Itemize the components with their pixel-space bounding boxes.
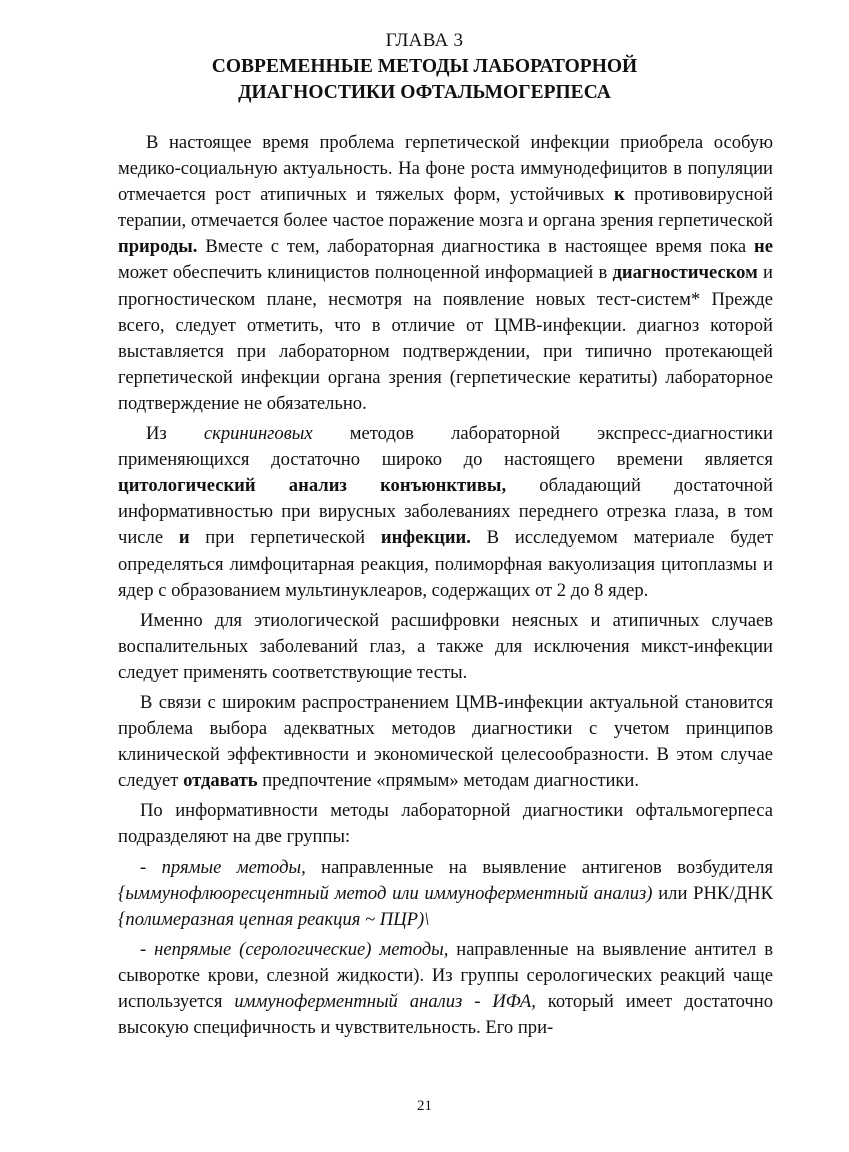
text-run: В настоящее время проблема герпетической инфекции приобрела особую медико-социальную актуальность. На фоне роста иммунодефицитов в популяции отмечается рост атипичных и тяжелых форм, устойчивых <box>118 132 773 206</box>
text-run: В связи с широким распространением ЦМВ-инфекции актуальной становится проблема выбора адекватных методов диагностики с учетом принципов клинической эффективности и экономической целесообразности. В этом случае следует <box>118 691 773 792</box>
bold-run: диагностическом <box>612 262 758 284</box>
text-run: направленные на выявление антител в сыворотке крови, слезной жидкости). Из группы серологических реакций чаще используется <box>118 938 774 1012</box>
text-run: который имеет достаточно высокую специфичность и чувствительность. Его при- <box>118 991 773 1039</box>
text-run: В исследуемом материале будет определяться лимфоцитарная реакция, полиморфная вакуолизация цитоплазмы и ядер с образованием мультинуклеаров, содержащих от 2 до 8 ядер. <box>118 527 773 601</box>
text-run: или РНК/ДНК <box>652 882 773 904</box>
text-run: обладающий достаточной информативностью при вирусных заболеваниях переднего отрезка глаза, в том числе <box>118 475 773 549</box>
paragraph-4 <box>118 690 773 794</box>
chapter-title-line-1: СОВРЕМЕННЫЕ МЕТОДЫ ЛАБОРАТОРНОЙ <box>211 56 638 77</box>
bold-run: не <box>754 236 773 258</box>
list-item-indirect-methods <box>118 937 773 1041</box>
paragraph-1 <box>118 130 773 417</box>
italic-run: непрямые (серологические) методы, <box>154 938 449 960</box>
paragraph-2 <box>118 421 773 604</box>
body-text <box>118 130 773 1041</box>
text-run: и прогностическом плане, несмотря на появление новых тест-систем* Прежде всего, следует отметить, что в отличие от ЦМВ-инфекции. диагноз которой выставляется при лабораторном подтверждении, при типично протекающей герпетической инфекции органа зрения (герпетические кератиты) лабораторное подтверждение не обязательно. <box>118 262 773 414</box>
text-run: - <box>140 856 162 878</box>
text-run: противовирусной терапии, отмечается более частое поражение мозга и органа зрения герпетической <box>118 184 773 232</box>
italic-run: {полимеразная цепная реакция ~ ПЦР)\ <box>118 908 430 930</box>
text-run: может обеспечить клиницистов полноценной информацией в <box>118 262 613 284</box>
italic-run: {ыммунофлюоресцентный метод или иммуноферментный анализ) <box>118 882 653 904</box>
bold-run: цитологический анализ конъюнктивы, <box>118 475 507 497</box>
text-run: направленные на выявление антигенов возбудителя <box>305 856 773 878</box>
text-run: Именно для этиологической расшифровки неясных и атипичных случаев воспалительных заболеваний глаз, а также для исключения микст-инфекции следует применять соответствующие тесты. <box>118 609 773 683</box>
bold-run: инфекции. <box>380 527 471 549</box>
italic-run: прямые методы, <box>161 856 306 878</box>
text-run: при герпетической <box>189 527 381 549</box>
text-run: Вместе с тем, лабораторная диагностика в настоящее время пока <box>197 236 755 258</box>
paragraph-3 <box>118 608 773 686</box>
text-run: методов лабораторной экспресс-диагностики применяющихся достаточно широко до настоящего времени является <box>118 423 774 471</box>
text-run: По информативности методы лабораторной диагностики офтальмогерпеса подразделяют на две группы: <box>118 800 773 848</box>
page-number: 21 <box>417 1098 432 1114</box>
text-run: - <box>140 938 155 960</box>
chapter-title <box>0 54 849 106</box>
text-run: предпочтение «прямым» методам диагностики. <box>257 770 640 792</box>
bold-run: и <box>178 527 190 549</box>
chapter-label: ГЛАВА 3 <box>385 30 464 51</box>
list-item-direct-methods <box>118 855 773 933</box>
text-run: Из <box>146 423 204 445</box>
bold-run: природы. <box>118 236 198 258</box>
bold-run: отдавать <box>183 770 258 792</box>
bold-run: к <box>613 184 625 206</box>
italic-run: иммуноферментный анализ - ИФА, <box>234 991 536 1012</box>
paragraph-5 <box>118 798 773 850</box>
chapter-title-line-2: ДИАГНОСТИКИ ОФТАЛЬМОГЕРПЕСА <box>238 82 611 103</box>
italic-run: скрининговых <box>203 423 313 445</box>
